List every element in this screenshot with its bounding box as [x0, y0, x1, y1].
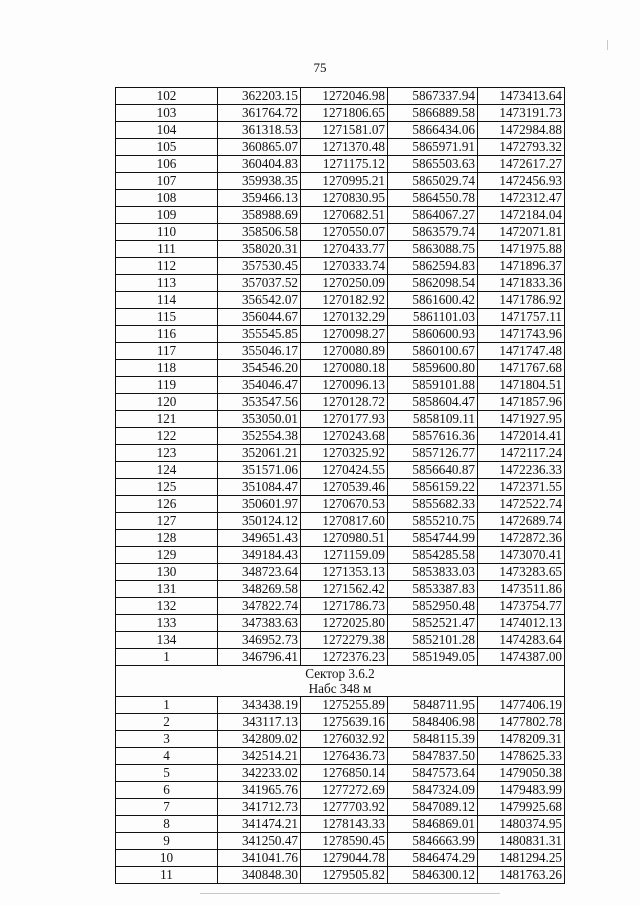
coordinate-cell: 343117.13: [218, 714, 301, 731]
coordinate-cell: 1471757.11: [478, 309, 565, 326]
table-row: [116, 207, 565, 224]
coordinate-cell: 347383.63: [218, 615, 301, 632]
coordinate-cell: 5846869.01: [388, 816, 478, 833]
coordinate-cell: 346796.41: [218, 649, 301, 666]
coordinate-cell: 342233.02: [218, 765, 301, 782]
coordinate-cell: 5847089.12: [388, 799, 478, 816]
coordinate-cell: 1472872.36: [478, 530, 565, 547]
coordinate-cell: 5851949.05: [388, 649, 478, 666]
table-row: [116, 850, 565, 867]
coordinate-cell: 1272376.23: [301, 649, 388, 666]
table-row: [116, 258, 565, 275]
point-number-cell: 105: [116, 139, 218, 156]
point-number-cell: 118: [116, 360, 218, 377]
coordinate-cell: 1275255.89: [301, 697, 388, 714]
point-number-cell: 6: [116, 782, 218, 799]
table-row: [116, 445, 565, 462]
coordinate-cell: 349184.43: [218, 547, 301, 564]
coordinate-cell: 347822.74: [218, 598, 301, 615]
point-number-cell: 120: [116, 394, 218, 411]
point-number-cell: 125: [116, 479, 218, 496]
coordinate-cell: 5857616.36: [388, 428, 478, 445]
coordinate-cell: 354046.47: [218, 377, 301, 394]
coordinate-cell: 1271806.65: [301, 105, 388, 122]
coordinate-cell: 5854744.99: [388, 530, 478, 547]
coordinate-cell: 352061.21: [218, 445, 301, 462]
coordinate-cell: 354546.20: [218, 360, 301, 377]
scan-artifact: [607, 40, 608, 50]
table-row: [116, 632, 565, 649]
coordinate-cell: 1270325.92: [301, 445, 388, 462]
coordinate-cell: 5847837.50: [388, 748, 478, 765]
coordinate-cell: 358506.58: [218, 224, 301, 241]
point-number-cell: 108: [116, 190, 218, 207]
coordinate-cell: 1271370.48: [301, 139, 388, 156]
coordinate-cell: 1472793.32: [478, 139, 565, 156]
coordinate-cell: 1272279.38: [301, 632, 388, 649]
point-number-cell: 124: [116, 462, 218, 479]
coordinate-cell: 362203.15: [218, 88, 301, 105]
table-row: [116, 275, 565, 292]
point-number-cell: 134: [116, 632, 218, 649]
coordinate-cell: 1472984.88: [478, 122, 565, 139]
coordinates-table: [115, 87, 565, 884]
coordinate-cell: 1472312.47: [478, 190, 565, 207]
coordinate-cell: 1271353.13: [301, 564, 388, 581]
coordinate-cell: 343438.19: [218, 697, 301, 714]
table-row: [116, 748, 565, 765]
coordinate-cell: 355046.17: [218, 343, 301, 360]
point-number-cell: 7: [116, 799, 218, 816]
coordinate-cell: 1270098.27: [301, 326, 388, 343]
table-row: [116, 173, 565, 190]
table-row: [116, 411, 565, 428]
point-number-cell: 119: [116, 377, 218, 394]
coordinate-cell: 5854285.58: [388, 547, 478, 564]
coordinate-cell: 360865.07: [218, 139, 301, 156]
coordinate-cell: 353050.01: [218, 411, 301, 428]
table-row: [116, 377, 565, 394]
coordinate-cell: 1479050.38: [478, 765, 565, 782]
coordinate-cell: 1477802.78: [478, 714, 565, 731]
coordinate-cell: 1271581.07: [301, 122, 388, 139]
table-row: [116, 816, 565, 833]
coordinate-cell: 5847573.64: [388, 765, 478, 782]
coordinate-cell: 341041.76: [218, 850, 301, 867]
table-row: [116, 292, 565, 309]
coordinate-cell: 1270433.77: [301, 241, 388, 258]
coordinate-cell: 5860600.93: [388, 326, 478, 343]
coordinate-cell: 342809.02: [218, 731, 301, 748]
coordinate-cell: 1473191.73: [478, 105, 565, 122]
coordinate-cell: 1471833.36: [478, 275, 565, 292]
coordinate-cell: 1276850.14: [301, 765, 388, 782]
coordinate-cell: 346952.73: [218, 632, 301, 649]
point-number-cell: 116: [116, 326, 218, 343]
coordinate-cell: 349651.43: [218, 530, 301, 547]
coordinate-cell: 1270980.51: [301, 530, 388, 547]
point-number-cell: 113: [116, 275, 218, 292]
coordinate-cell: 351084.47: [218, 479, 301, 496]
point-number-cell: 109: [116, 207, 218, 224]
coordinate-cell: 352554.38: [218, 428, 301, 445]
coordinate-cell: 5846474.29: [388, 850, 478, 867]
point-number-cell: 1: [116, 649, 218, 666]
coordinate-cell: 1270670.53: [301, 496, 388, 513]
coordinate-cell: 1270817.60: [301, 513, 388, 530]
coordinate-cell: 1472371.55: [478, 479, 565, 496]
coordinate-cell: 1271159.09: [301, 547, 388, 564]
coordinate-cell: 1270550.07: [301, 224, 388, 241]
coordinate-cell: 1472071.81: [478, 224, 565, 241]
coordinate-cell: 341474.21: [218, 816, 301, 833]
coordinate-cell: 1270128.72: [301, 394, 388, 411]
point-number-cell: 1: [116, 697, 218, 714]
point-number-cell: 5: [116, 765, 218, 782]
coordinate-cell: 358020.31: [218, 241, 301, 258]
coordinate-cell: 5855682.33: [388, 496, 478, 513]
coordinate-cell: 1277272.69: [301, 782, 388, 799]
table-row: [116, 241, 565, 258]
table-row: [116, 530, 565, 547]
table-row: [116, 581, 565, 598]
coordinate-cell: 1480374.95: [478, 816, 565, 833]
table-row: [116, 649, 565, 666]
coordinate-cell: 1270830.95: [301, 190, 388, 207]
coordinate-cell: 1271786.73: [301, 598, 388, 615]
point-number-cell: 2: [116, 714, 218, 731]
table-row: [116, 394, 565, 411]
coordinate-cell: 1481294.25: [478, 850, 565, 867]
point-number-cell: 106: [116, 156, 218, 173]
coordinate-cell: 1270080.18: [301, 360, 388, 377]
coordinate-cell: 5859101.88: [388, 377, 478, 394]
coordinate-cell: 5865503.63: [388, 156, 478, 173]
coordinate-cell: 1272046.98: [301, 88, 388, 105]
coordinate-cell: 1279044.78: [301, 850, 388, 867]
coordinate-cell: 353547.56: [218, 394, 301, 411]
coordinate-cell: 5861101.03: [388, 309, 478, 326]
point-number-cell: 117: [116, 343, 218, 360]
coordinate-cell: 1474387.00: [478, 649, 565, 666]
coordinate-cell: 348269.58: [218, 581, 301, 598]
coordinate-cell: 5852101.28: [388, 632, 478, 649]
coordinate-cell: 359466.13: [218, 190, 301, 207]
point-number-cell: 133: [116, 615, 218, 632]
table-row: [116, 122, 565, 139]
coordinate-cell: 1276032.92: [301, 731, 388, 748]
scan-artifact: [200, 893, 500, 894]
table-row: [116, 343, 565, 360]
coordinate-cell: 1270243.68: [301, 428, 388, 445]
table-section-b: [116, 697, 565, 884]
coordinate-cell: 357037.52: [218, 275, 301, 292]
table-row: [116, 462, 565, 479]
table-row: [116, 326, 565, 343]
coordinate-cell: 1471896.37: [478, 258, 565, 275]
coordinate-cell: 1270096.13: [301, 377, 388, 394]
coordinate-cell: 356542.07: [218, 292, 301, 309]
point-number-cell: 129: [116, 547, 218, 564]
coordinate-cell: 1471786.92: [478, 292, 565, 309]
coordinate-cell: 5864550.78: [388, 190, 478, 207]
table-row: [116, 714, 565, 731]
coordinate-cell: 5864067.27: [388, 207, 478, 224]
coordinate-cell: 342514.21: [218, 748, 301, 765]
point-number-cell: 9: [116, 833, 218, 850]
coordinate-cell: 348723.64: [218, 564, 301, 581]
coordinate-cell: 350601.97: [218, 496, 301, 513]
coordinate-cell: 1472014.41: [478, 428, 565, 445]
point-number-cell: 128: [116, 530, 218, 547]
coordinate-cell: 5862594.83: [388, 258, 478, 275]
coordinate-cell: 361318.53: [218, 122, 301, 139]
coordinate-cell: 1271175.12: [301, 156, 388, 173]
coordinate-cell: 1471747.48: [478, 343, 565, 360]
page-number: 75: [313, 60, 327, 75]
coordinate-cell: 1472689.74: [478, 513, 565, 530]
point-number-cell: 107: [116, 173, 218, 190]
sector-header-cell: [116, 666, 565, 697]
table-row: [116, 224, 565, 241]
coordinate-cell: 360404.83: [218, 156, 301, 173]
point-number-cell: 111: [116, 241, 218, 258]
coordinate-cell: 1279505.82: [301, 867, 388, 884]
coordinate-cell: 5860100.67: [388, 343, 478, 360]
coordinate-cell: 5852521.47: [388, 615, 478, 632]
point-number-cell: 123: [116, 445, 218, 462]
coordinate-cell: 1276436.73: [301, 748, 388, 765]
table-row: [116, 496, 565, 513]
table-row: [116, 190, 565, 207]
coordinate-cell: 1271562.42: [301, 581, 388, 598]
coordinate-cell: 1473413.64: [478, 88, 565, 105]
point-number-cell: 121: [116, 411, 218, 428]
coordinate-cell: 340848.30: [218, 867, 301, 884]
table-row: [116, 697, 565, 714]
table-row: [116, 88, 565, 105]
coordinate-cell: 358988.69: [218, 207, 301, 224]
coordinate-cell: 1270995.21: [301, 173, 388, 190]
table-row: [116, 598, 565, 615]
coordinate-cell: 5857126.77: [388, 445, 478, 462]
coordinate-cell: 5853833.03: [388, 564, 478, 581]
table-row: [116, 564, 565, 581]
table-row: [116, 799, 565, 816]
coordinate-cell: 1474012.13: [478, 615, 565, 632]
coordinate-cell: 1481763.26: [478, 867, 565, 884]
sector-header-row: [116, 666, 565, 697]
coordinate-cell: 1471975.88: [478, 241, 565, 258]
coordinate-cell: 1471857.96: [478, 394, 565, 411]
coordinate-cell: 341250.47: [218, 833, 301, 850]
coordinate-cell: 1471767.68: [478, 360, 565, 377]
table-row: [116, 867, 565, 884]
coordinate-cell: 1471743.96: [478, 326, 565, 343]
coordinate-cell: 5867337.94: [388, 88, 478, 105]
coordinate-cell: 5859600.80: [388, 360, 478, 377]
point-number-cell: 3: [116, 731, 218, 748]
coordinate-cell: 5858109.11: [388, 411, 478, 428]
coordinate-cell: 1270132.29: [301, 309, 388, 326]
coordinate-cell: 1479483.99: [478, 782, 565, 799]
coordinate-cell: 357530.45: [218, 258, 301, 275]
coordinate-cell: 5863088.75: [388, 241, 478, 258]
point-number-cell: 11: [116, 867, 218, 884]
coordinate-cell: 1278590.45: [301, 833, 388, 850]
coordinate-cell: 1270424.55: [301, 462, 388, 479]
coordinate-cell: 1472456.93: [478, 173, 565, 190]
table-row: [116, 615, 565, 632]
coordinate-cell: 1270250.09: [301, 275, 388, 292]
coordinate-cell: 1473283.65: [478, 564, 565, 581]
coordinate-cell: 1472617.27: [478, 156, 565, 173]
coordinate-cell: 1270539.46: [301, 479, 388, 496]
table-row: [116, 731, 565, 748]
coordinate-cell: 1478625.33: [478, 748, 565, 765]
point-number-cell: 126: [116, 496, 218, 513]
point-number-cell: 10: [116, 850, 218, 867]
point-number-cell: 127: [116, 513, 218, 530]
coordinate-cell: 5856640.87: [388, 462, 478, 479]
point-number-cell: 115: [116, 309, 218, 326]
table-row: [116, 156, 565, 173]
coordinate-cell: 1270333.74: [301, 258, 388, 275]
coordinate-cell: 1270080.89: [301, 343, 388, 360]
coordinate-cell: 1471927.95: [478, 411, 565, 428]
coordinate-cell: 1474283.64: [478, 632, 565, 649]
point-number-cell: 104: [116, 122, 218, 139]
table-row: [116, 513, 565, 530]
coordinate-cell: 355545.85: [218, 326, 301, 343]
coordinate-cell: 1275639.16: [301, 714, 388, 731]
coordinate-cell: 1472184.04: [478, 207, 565, 224]
point-number-cell: 132: [116, 598, 218, 615]
table-row: [116, 479, 565, 496]
table-section-a: [116, 88, 565, 666]
coordinate-cell: 5861600.42: [388, 292, 478, 309]
coordinate-cell: 1480831.31: [478, 833, 565, 850]
table-row: [116, 782, 565, 799]
coordinate-cell: 5863579.74: [388, 224, 478, 241]
coordinate-cell: 1473070.41: [478, 547, 565, 564]
coordinate-cell: 5866434.06: [388, 122, 478, 139]
coordinate-cell: 1473754.77: [478, 598, 565, 615]
point-number-cell: 114: [116, 292, 218, 309]
coordinate-cell: 1472117.24: [478, 445, 565, 462]
coordinate-cell: 5865971.91: [388, 139, 478, 156]
sector-header-section: [116, 666, 565, 697]
table-row: [116, 833, 565, 850]
coordinate-cell: 5846663.99: [388, 833, 478, 850]
coordinate-cell: 359938.35: [218, 173, 301, 190]
coordinate-cell: 5858604.47: [388, 394, 478, 411]
point-number-cell: 103: [116, 105, 218, 122]
coordinate-cell: 5865029.74: [388, 173, 478, 190]
sector-subtitle: Набс 348 м: [308, 681, 372, 696]
coordinate-cell: 350124.12: [218, 513, 301, 530]
table-row: [116, 428, 565, 445]
table-row: [116, 360, 565, 377]
coordinate-cell: 1277703.92: [301, 799, 388, 816]
coordinate-cell: 5856159.22: [388, 479, 478, 496]
coordinate-cell: 1472522.74: [478, 496, 565, 513]
point-number-cell: 122: [116, 428, 218, 445]
point-number-cell: 8: [116, 816, 218, 833]
coordinate-cell: 1478209.31: [478, 731, 565, 748]
coordinate-cell: 1272025.80: [301, 615, 388, 632]
coordinate-cell: 1473511.86: [478, 581, 565, 598]
coordinate-cell: 341965.76: [218, 782, 301, 799]
point-number-cell: 102: [116, 88, 218, 105]
coordinate-cell: 5846300.12: [388, 867, 478, 884]
coordinate-cell: 361764.72: [218, 105, 301, 122]
coordinate-cell: 5848115.39: [388, 731, 478, 748]
table-row: [116, 309, 565, 326]
coordinate-cell: 1270682.51: [301, 207, 388, 224]
coordinate-cell: 1270177.93: [301, 411, 388, 428]
coordinate-cell: 341712.73: [218, 799, 301, 816]
coordinate-cell: 5862098.54: [388, 275, 478, 292]
point-number-cell: 131: [116, 581, 218, 598]
coordinate-cell: 5848406.98: [388, 714, 478, 731]
point-number-cell: 110: [116, 224, 218, 241]
coordinate-cell: 5853387.83: [388, 581, 478, 598]
table-row: [116, 139, 565, 156]
coordinate-cell: 1471804.51: [478, 377, 565, 394]
coordinate-cell: 1477406.19: [478, 697, 565, 714]
table-row: [116, 547, 565, 564]
sector-title: Сектор 3.6.2: [305, 666, 375, 681]
coordinate-cell: 1270182.92: [301, 292, 388, 309]
point-number-cell: 130: [116, 564, 218, 581]
coordinate-cell: 1278143.33: [301, 816, 388, 833]
point-number-cell: 4: [116, 748, 218, 765]
coordinate-cell: 5866889.58: [388, 105, 478, 122]
coordinate-cell: 5852950.48: [388, 598, 478, 615]
table-row: [116, 105, 565, 122]
coordinate-cell: 351571.06: [218, 462, 301, 479]
coordinate-cell: 356044.67: [218, 309, 301, 326]
coordinate-cell: 5847324.09: [388, 782, 478, 799]
table-row: [116, 765, 565, 782]
coordinate-cell: 1472236.33: [478, 462, 565, 479]
coordinate-cell: 5848711.95: [388, 697, 478, 714]
point-number-cell: 112: [116, 258, 218, 275]
coordinate-cell: 5855210.75: [388, 513, 478, 530]
coordinate-cell: 1479925.68: [478, 799, 565, 816]
